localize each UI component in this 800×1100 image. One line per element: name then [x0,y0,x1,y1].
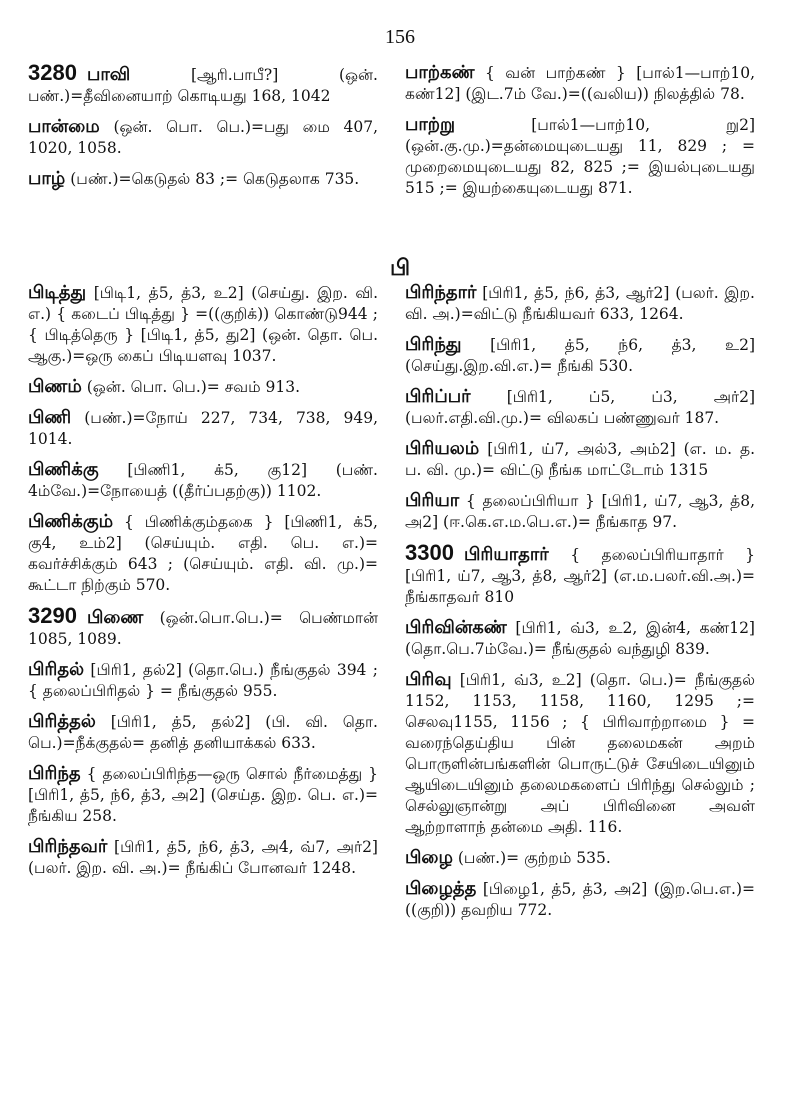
definition: [பிரி1, த்5, ந்6, த்3, ஆர்2] (பலர். இற. வி. அ.)=விட்டு நீங்கியவர் 633, 1264. [405,284,755,323]
right-column-top [405,62,755,208]
headword: பிரியா [405,490,460,511]
dictionary-entry [28,763,378,827]
definition: { தலைப்பிரியாதார் } [பிரி1, ய்7, ஆ3, த்8, ஆர்2] (எ.ம.பலர்.வி.அ.)= நீங்காதவர் 810 [405,546,755,606]
dictionary-entry [405,438,755,481]
entry-number: 3280 [28,60,77,85]
headword: பிரியாதார் [463,544,549,565]
definition: [பிழை1, த்5, த்3, அ2] (இற.பெ.எ.)=((குறி)) தவறிய 772. [405,880,755,919]
dictionary-entry [28,836,378,879]
definition: [பிரி1, த்5, ந்6, த்3, உ2] (செய்து.இற.வி.எ.)= நீங்கி 530. [405,336,755,375]
headword: பிரிந்து [405,334,462,355]
dictionary-entry [28,116,378,159]
definition: (பண்.)=கெடுதல் 83 ;= கெடுதலாக 735. [70,170,360,188]
dictionary-entry [28,376,378,398]
headword: பிணி [28,407,72,428]
definition: [பிடி1, த்5, த்3, உ2] (செய்து. இற. வி. எ.) { கடைப் பிடித்து } =((குறிக்)) கொண்டு944 ; { பிடித்தெரு } [பிடி1, த்5, து2] (ஒன். தொ. பெ. ஆகு.)=ஒரு கைப் பிடியளவு 1037. [28,284,378,365]
right-column-lower [405,282,755,930]
entry-number: 3290 [28,603,77,628]
headword: பாற்கண் [405,62,475,83]
dictionary-entry [405,878,755,921]
section-heading: பி [389,255,411,281]
headword: பிரிதல் [28,659,85,680]
headword: பாற்று [405,114,456,135]
headword: பிரிவு [405,669,452,690]
headword: பிரிவின்கண் [405,617,507,638]
definition: { தலைப்பிரிந்த—ஒரு சொல் நீர்மைத்து } [பிரி1, த்5, ந்6, த்3, அ2] (செய்த. இற. பெ. எ.)= நீங்கிய 258. [28,765,378,825]
dictionary-entry [405,114,755,199]
definition: (ஒன். பொ. பெ.)= சவம் 913. [86,378,301,396]
dictionary-entry [28,659,378,702]
dictionary-entry [405,62,755,105]
headword: பாழ் [28,168,66,189]
definition: [பிரி1, தல்2] (தொ.பெ.) நீங்குதல் 394 ; { தலைப்பிரிதல் } = நீங்குதல் 955. [28,661,378,700]
headword: பிரிந்தவர் [28,836,108,857]
definition: [பிரி1, த்5, ந்6, த்3, அ4, வ்7, அர்2] (பலர். இற. வி. அ.)= நீங்கிப் போனவர் 1248. [28,838,378,877]
definition: [பிரி1, ய்7, அல்3, அம்2] (எ. ம. த. ப. வி. மு.)= விட்டு நீங்க மாட்டோம் 1315 [405,440,756,479]
headword: பிடித்து [28,282,87,303]
headword: பாவி [86,64,131,85]
dictionary-entry [28,459,378,502]
definition: { வன் பாற்கண் } [பால்1—பாற்10, கண்12] (இட.7ம் வே.)=((வலிய)) நிலத்தில் 78. [405,64,755,103]
dictionary-entry [28,511,378,596]
dictionary-entry [28,62,378,107]
dictionary-entry [405,386,755,429]
headword: பான்மை [28,116,100,137]
definition: { பிணிக்கும்தகை } [பிணி1, க்5, கு4, உம்2] (செய்யும். எதி. பெ. எ.)= கவர்ச்சிக்கும் 643 ; (செய்யும். எதி. வி. மு.)= கூட்டா நிற்கும் 570. [28,513,378,594]
headword: பிரிந்தார் [405,282,477,303]
left-column-top [28,62,378,199]
dictionary-entry [28,407,378,450]
headword: பிரிப்பர் [405,386,471,407]
dictionary-entry [405,617,755,660]
definition: (ஒன். பொ. பெ.)=பது மை 407, 1020, 1058. [28,118,378,157]
definition: [பிணி1, க்5, கு12] (பண். 4ம்வே.)=நோயைத் ((தீர்ப்பதற்கு)) 1102. [28,461,378,500]
definition: (ஒன்.பொ.பெ.)= பெண்மான் 1085, 1089. [28,609,378,648]
definition: (பண்.)=நோய் 227, 734, 738, 949, 1014. [28,409,378,448]
headword: பிழைத்த [405,878,477,899]
headword: பிணம் [28,376,82,397]
definition: [பிரி1, வ்3, உ2] (தொ. பெ.)= நீங்குதல் 1152, 1153, 1158, 1160, 1295 ;= செலவு1155, 1156 ; { பிரிவாற்றாமை } = வரைந்தெய்திய பின் தலைமகன் அறம் பொருளின்பங்களின் பொருட்டுச் சேயிடையினும் ஆயிடையினும் தலைமகளைப் பிரிந்து செல்லும் ; செல்லுஞான்று அப் பிரிவினை அவள் ஆற்றாளாந் தன்மை அதி. 116. [405,671,755,836]
dictionary-entry [405,669,755,838]
dictionary-entry [28,168,378,190]
definition: [ஆரி.பாபீ?] (ஒன். பண்.)=தீவினையாற் கொடியது 168, 1042 [28,66,378,105]
dictionary-entry [405,334,755,377]
entry-number: 3300 [405,540,454,565]
left-column-lower [28,282,378,888]
dictionary-entry [28,711,378,754]
definition: [பால்1—பாற்10, று2] (ஒன்.கு.மு.)=தன்மையுடையது 11, 829 ; = முறைமையுடையது 82, 825 ;= இயல்புடையது 515 ;= இயற்கையுடையது 871. [405,116,755,197]
headword: பிணிக்கு [28,459,99,480]
page-number: 156 [385,26,415,48]
dictionary-entry [405,542,755,608]
dictionary-entry [28,605,378,650]
headword: பிழை [405,847,453,868]
headword: பிரித்தல் [28,711,96,732]
headword: பிணை [86,607,144,628]
definition: [பிரி1, வ்3, உ2, இன்4, கண்12] (தொ.பெ.7ம்வே.)= நீங்குதல் வந்துழி 839. [405,619,755,658]
definition: (பண்.)= குற்றம் 535. [457,849,611,867]
dictionary-entry [405,490,755,533]
dictionary-entry [405,847,755,869]
dictionary-entry [28,282,378,367]
headword: பிரியலம் [405,438,480,459]
dictionary-entry [405,282,755,325]
headword: பிரிந்த [28,763,81,784]
headword: பிணிக்கும் [28,511,114,532]
definition: { தலைப்பிரியா } [பிரி1, ய்7, ஆ3, த்8, அ2] (ஈ.கெ.எ.ம.பெ.எ.)= நீங்காத 97. [405,492,755,531]
definition: [பிரி1, த்5, தல்2] (பி. வி. தொ. பெ.)=நீக்குதல்= தனித் தனியாக்கல் 633. [28,713,378,752]
definition: [பிரி1, ப்5, ப்3, அர்2] (பலர்.எதி.வி.மு.)= விலகப் பண்ணுவர் 187. [405,388,755,427]
